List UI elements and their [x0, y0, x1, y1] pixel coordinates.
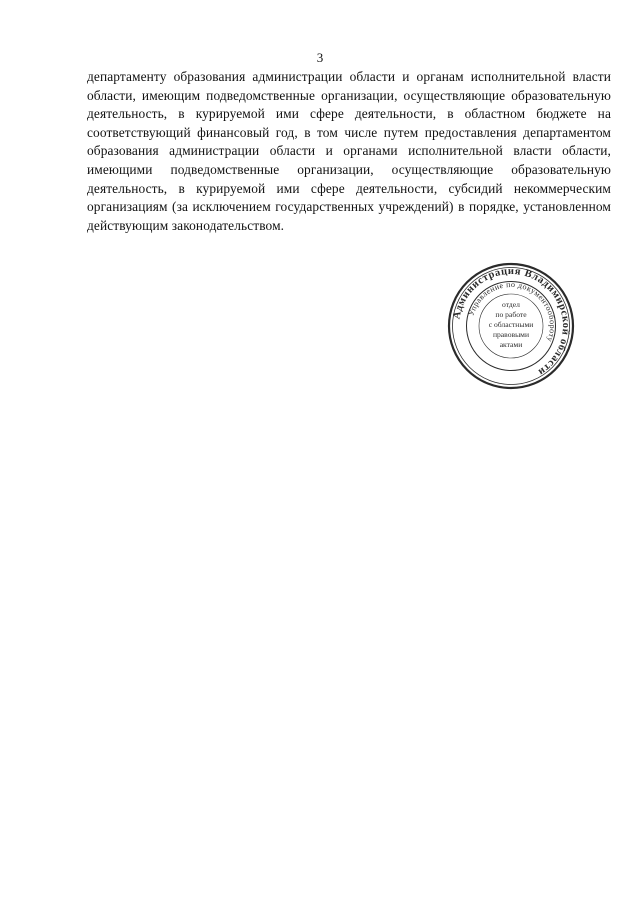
page-number: 3	[316, 50, 324, 65]
seal-center-line: актами	[499, 340, 523, 349]
body-paragraph: департаменту образования администрации области и органам исполнительной власти области, имеющим подведомственные организации, осуществляющие образовательную деятельность, в курируемой ими сфере деятельности, в областном бюджете на соответствующий финансовый год, в том числе путем предоставления департаментом образования администрации области и органами исполнительной власти области, имеющими подведомственные организации, осуществляющие образовательную деятельность, в курируемой ими сфере деятельности, субсидий некоммерческим организациям (за исключением государственных учреждений) в порядке, установленном действующим законодательством.	[87, 69, 611, 233]
seal-center-line: отдел	[502, 300, 520, 309]
seal-center-line: с областными	[488, 320, 534, 329]
seal-graphic	[446, 261, 576, 391]
official-seal	[446, 261, 576, 391]
seal-outer-text: Администрация Владимирской области	[451, 265, 572, 378]
seal-center-line: правовыми	[492, 330, 530, 339]
seal-inner-text: Управление по документообороту	[466, 279, 558, 344]
seal-center-text	[489, 300, 534, 349]
seal-center-line: по работе	[495, 310, 527, 319]
